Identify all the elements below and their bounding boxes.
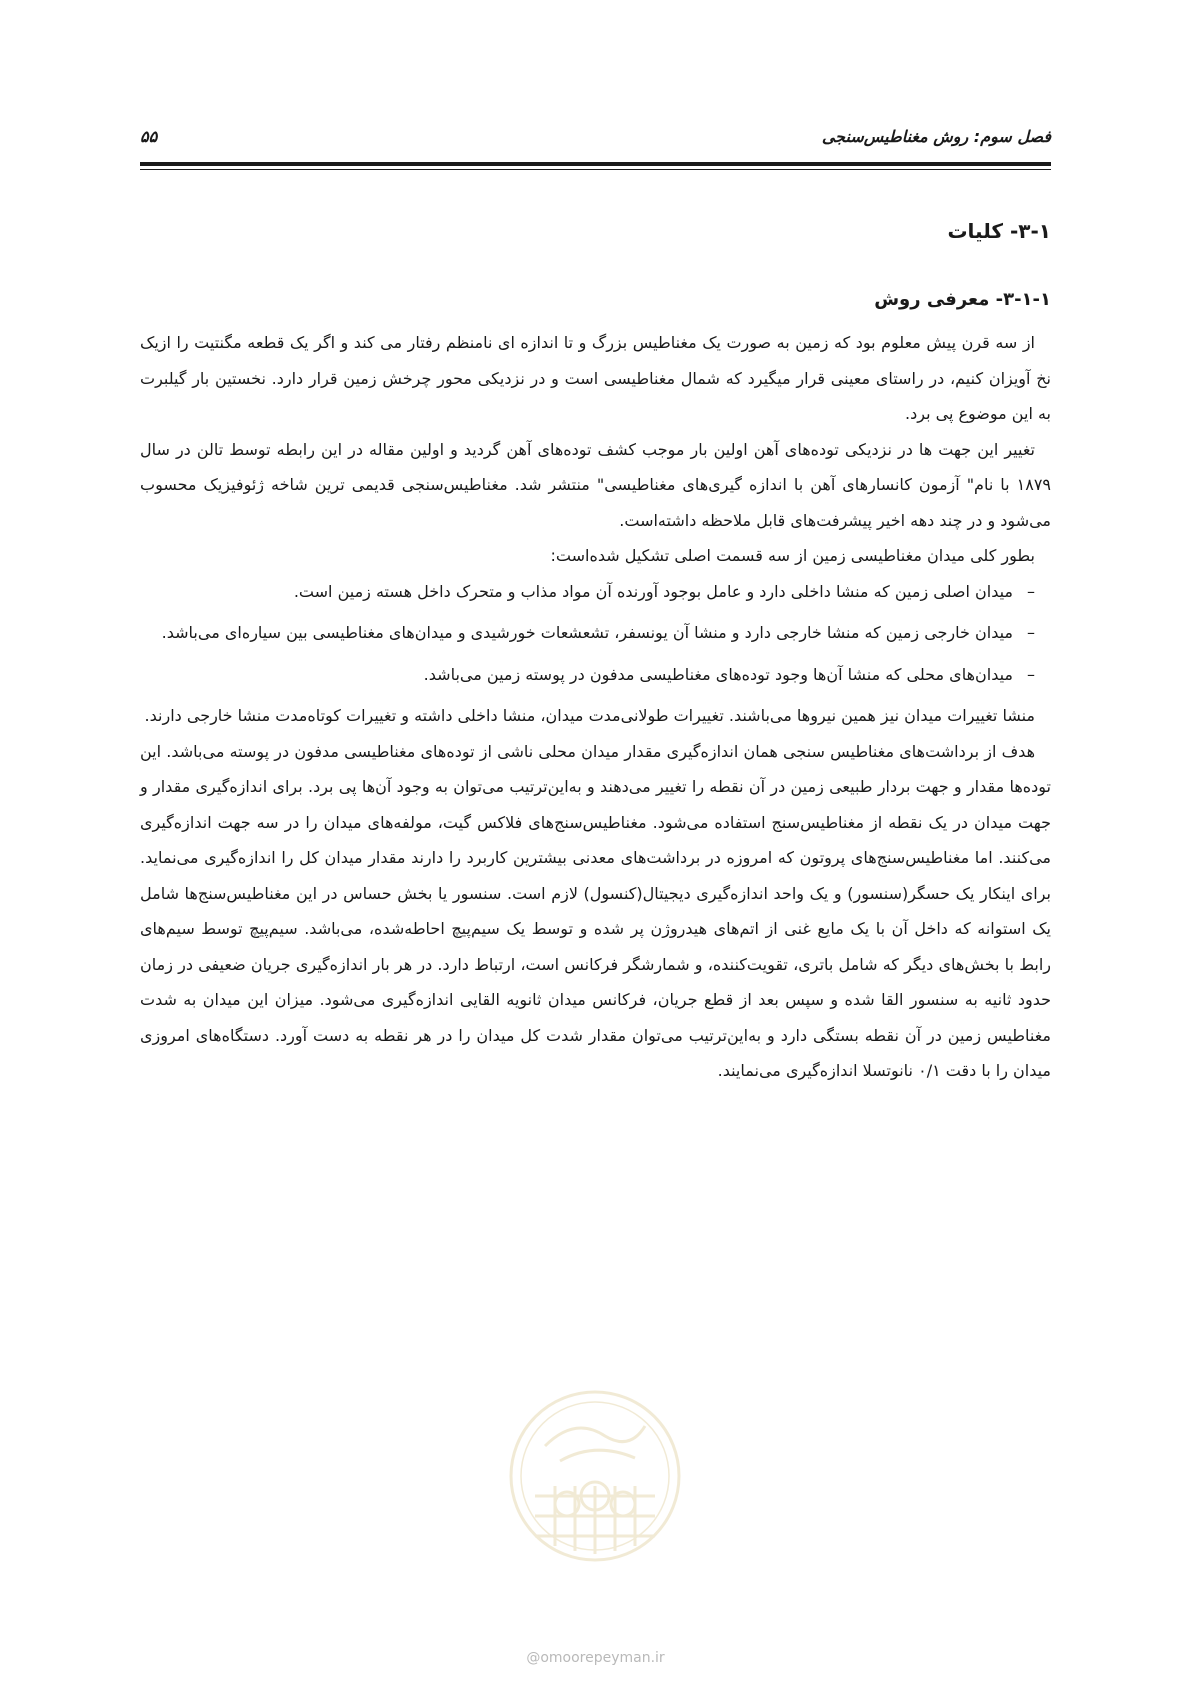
dash-marker: – xyxy=(1027,623,1035,642)
paragraph-history: تغییر این جهت ها در نزدیکی توده‌های آهن اولین بار موجب کشف توده‌های آهن گردید و اولین مقاله در این رابطه توسط تالن در سال ۱۸۷۹ با نام" آزمون کانسارهای آهن با اندازه گیری‌های مغناطیسی" منتشر شد. مغناطیس‌سنجی قدیمی ترین شاخه ژئوفیزیک محسوب می‌شود و در چند دهه اخیر پیشرفت‌های قابل ملاحظه داشته‌است. xyxy=(140,439,1051,530)
watermark-logo xyxy=(505,1386,685,1566)
page-number: ۵۵ xyxy=(140,127,158,146)
dash-marker: – xyxy=(1027,664,1035,684)
paragraph-field-parts: بطور کلی میدان مغناطیسی زمین از سه قسمت اصلی تشکیل شده‌است: xyxy=(550,546,1035,565)
chapter-title: فصل سوم: روش مغناطیس‌سنجی xyxy=(821,127,1051,146)
dash-marker: – xyxy=(1027,581,1035,601)
list-item xyxy=(150,574,1035,610)
list-item-text: میدان اصلی زمین که منشا داخلی دارد و عامل بوجود آورنده آن مواد مذاب و متحرک داخل هسته زمین است. xyxy=(293,581,1013,601)
running-header xyxy=(140,127,1051,157)
subsection-heading: ۳-۱-۱- معرفی روش xyxy=(874,289,1051,310)
section-heading: ۳-۱- کلیات xyxy=(947,219,1051,243)
paragraph-intro: از سه قرن پیش معلوم بود که زمین به صورت یک مغناطیس بزرگ و تا اندازه ای نامنظم رفتار می کند و اگر یک قطعه مگنتیت را ازیک نخ آویزان کنیم، در راستای معینی قرار میگیرد که شمال مغناطیسی است و در نزدیکی محور چرخش زمین قرار دارد. نخستین بار گیلبرت به این موضوع پی برد. xyxy=(140,333,1051,423)
watermark-url: @omoorepeyman.ir xyxy=(526,1650,665,1666)
paragraph-variations: منشا تغییرات میدان نیز همین نیروها می‌باشند. تغییرات طولانی‌مدت میدان، منشا داخلی داشته و تغییرات کوتاه‌مدت منشا خارجی دارند. xyxy=(144,706,1035,725)
list-item xyxy=(150,657,1035,693)
page-content xyxy=(140,215,1051,1089)
paragraph-magnetometers: هدف از برداشت‌های مغناطیس سنجی همان اندازه‌گیری مقدار میدان محلی ناشی از توده‌های مغناطیسی مدفون در پوسته می‌باشد. این توده‌ها مقدار و جهت بردار طبیعی زمین در آن نقطه را تغییر می‌دهند و به‌این‌ترتیب می‌توان به وجود آن‌ها پی برد. برای اندازه‌گیری مقدار و جهت میدان در یک نقطه از مغناطیس‌سنج استفاده می‌شود. مغناطیس‌سنج‌های فلاکس گیت، مولفه‌های میدان را در سه جهت اندازه‌گیری می‌کنند. اما مغناطیس‌سنج‌های پروتون که امروزه در برداشت‌های معدنی بیشترین کاربرد را دارند مقدار میدان کل را اندازه‌گیری می‌نماید. برای اینکار یک حسگر(سنسور) و یک واحد اندازه‌گیری دیجیتال(کنسول) لازم است. سنسور یا بخش حساس در این مغناطیس‌سنج‌ها شامل یک استوانه که داخل آن با یک مایع غنی از اتم‌های هیدروژن پر شده و توسط یک سیم‌پیچ احاطه‌شده، می‌باشد. سیم‌پیچ توسط سیم‌های رابط با بخش‌های دیگر که شامل باتری، تقویت‌کننده، و شمارشگر فرکانس است، ارتباط دارد. در هر بار اندازه‌گیری جریان ضعیفی در زمان حدود ثانیه به سنسور القا شده و سپس بعد از قطع جریان، فرکانس میدان ثانویه القایی اندازه‌گیری می‌شود. میزان این میدان به شدت مغناطیس زمین در آن نقطه بستگی دارد و به‌این‌ترتیب می‌توان مقدار شدت کل میدان را در هر نقطه به دست آورد. دستگاه‌های امروزی میدان را با دقت ۰/۱ نانوتسلا اندازه‌گیری می‌نمایند. xyxy=(140,741,1051,1080)
list-item-text: میدان خارجی زمین که منشا خارجی دارد و منشا آن یونسفر، تشعشعات خورشیدی و میدان‌های مغناطیسی بین سیاره‌ای می‌باشد. xyxy=(161,623,1013,642)
field-components-list xyxy=(140,574,1051,693)
list-item-text: میدان‌های محلی که منشا آن‌ها وجود توده‌های مغناطیسی مدفون در پوسته زمین می‌باشد. xyxy=(423,664,1013,684)
header-rule-thick xyxy=(140,162,1051,166)
list-item xyxy=(150,615,1035,651)
header-rule-thin xyxy=(140,169,1051,170)
